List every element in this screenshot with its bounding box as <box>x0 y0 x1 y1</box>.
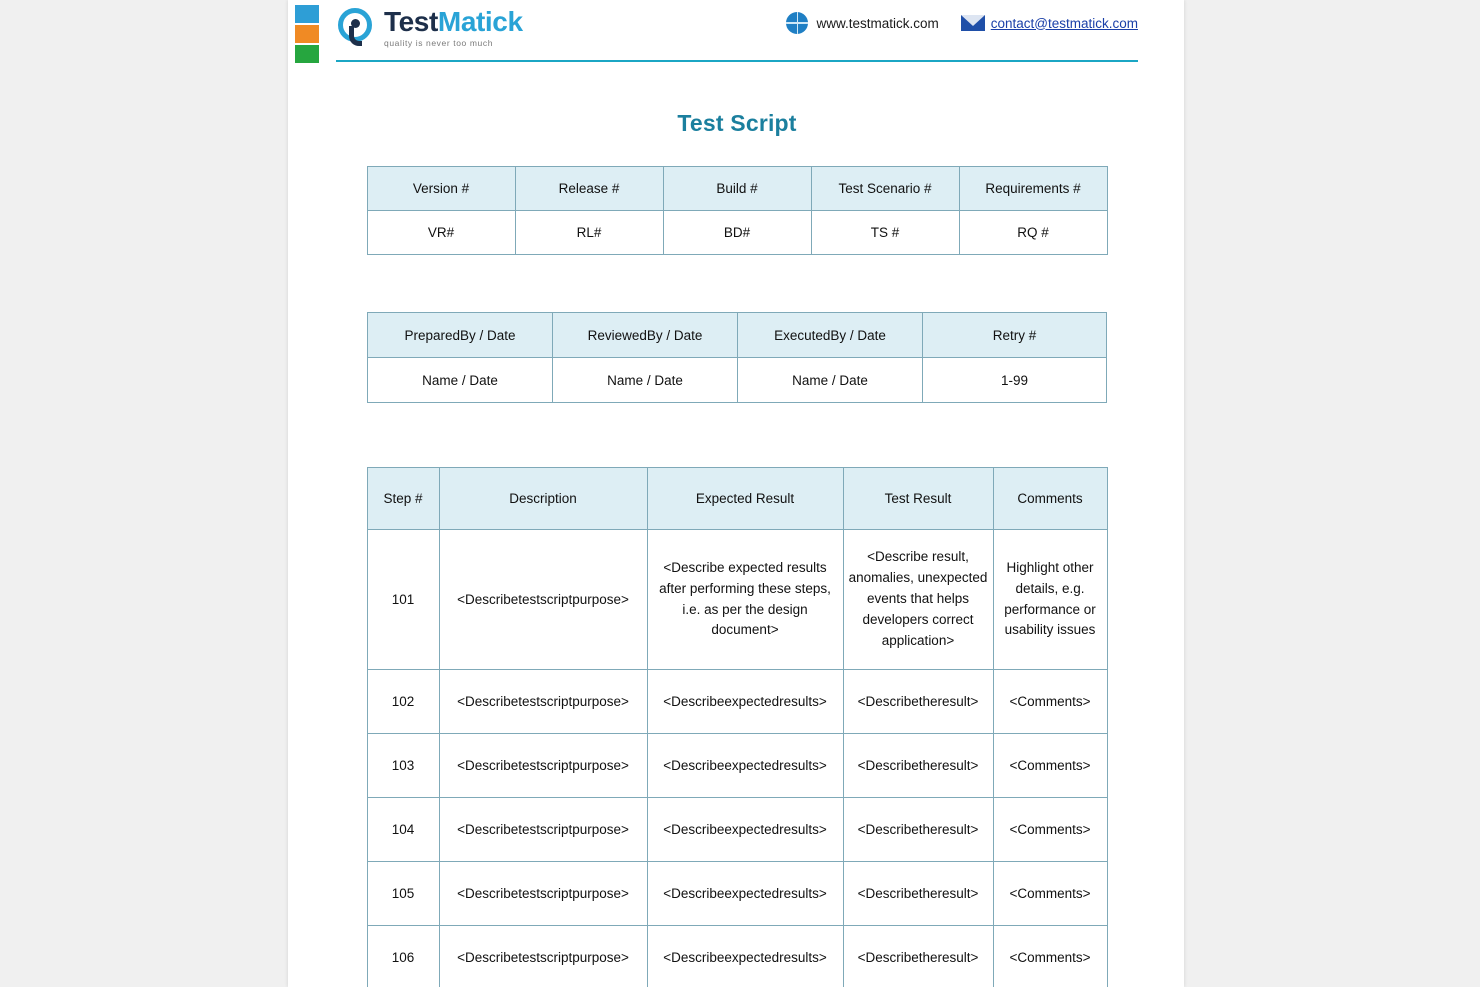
cell-description[interactable]: <Describetestscriptpurpose> <box>439 530 647 670</box>
cell-version-value[interactable]: VR# <box>367 211 515 255</box>
brand-tagline: quality is never too much <box>384 38 494 49</box>
table-row <box>367 670 1107 734</box>
color-squares-decoration <box>295 5 319 65</box>
table-row <box>367 211 1107 255</box>
cell-test-result[interactable]: <Describetheresult> <box>843 734 993 798</box>
cell-step[interactable]: 105 <box>367 862 439 926</box>
square-orange-icon <box>295 25 319 43</box>
square-blue-icon <box>295 5 319 23</box>
cell-release-value[interactable]: RL# <box>515 211 663 255</box>
cell-comments[interactable]: <Comments> <box>993 862 1107 926</box>
magnifier-icon <box>336 6 378 50</box>
table-row <box>368 358 1107 403</box>
cell-reviewed-by-value[interactable]: Name / Date <box>553 358 738 403</box>
column-header-test-scenario: Test Scenario # <box>811 167 959 211</box>
cell-step[interactable]: 104 <box>367 798 439 862</box>
identification-table <box>367 166 1108 255</box>
cell-executed-by-value[interactable]: Name / Date <box>738 358 923 403</box>
contact-email-link[interactable]: contact@testmatick.com <box>990 15 1138 31</box>
cell-comments[interactable]: <Comments> <box>993 798 1107 862</box>
table-header-row <box>368 313 1107 358</box>
table-row <box>367 530 1107 670</box>
column-header-release: Release # <box>515 167 663 211</box>
column-header-prepared-by: PreparedBy / Date <box>368 313 553 358</box>
table-row <box>367 926 1107 987</box>
cell-test-result[interactable]: <Describetheresult> <box>843 926 993 987</box>
cell-prepared-by-value[interactable]: Name / Date <box>368 358 553 403</box>
header-contact-info <box>786 12 1138 34</box>
cell-test-result[interactable]: <Describetheresult> <box>843 798 993 862</box>
cell-step[interactable]: 106 <box>367 926 439 987</box>
column-header-expected-result: Expected Result <box>647 468 843 530</box>
brand-name <box>384 8 523 36</box>
table-row <box>367 734 1107 798</box>
cell-expected-result[interactable]: <Describe expected results after performing these steps, i.e. as per the design document> <box>647 530 843 670</box>
cell-comments[interactable]: <Comments> <box>993 734 1107 798</box>
cell-build-value[interactable]: BD# <box>663 211 811 255</box>
test-steps-table <box>367 467 1108 987</box>
cell-description[interactable]: <Describetestscriptpurpose> <box>439 734 647 798</box>
cell-comments[interactable]: Highlight other details, e.g. performance or usability issues <box>993 530 1107 670</box>
cell-retry-value[interactable]: 1-99 <box>923 358 1107 403</box>
cell-description[interactable]: <Describetestscriptpurpose> <box>439 862 647 926</box>
cell-step[interactable]: 103 <box>367 734 439 798</box>
column-header-reviewed-by: ReviewedBy / Date <box>553 313 738 358</box>
cell-expected-result[interactable]: <Describeexpectedresults> <box>647 862 843 926</box>
cell-expected-result[interactable]: <Describeexpectedresults> <box>647 670 843 734</box>
globe-icon <box>786 12 808 34</box>
cell-test-scenario-value[interactable]: TS # <box>811 211 959 255</box>
column-header-test-result: Test Result <box>843 468 993 530</box>
cell-comments[interactable]: <Comments> <box>993 926 1107 987</box>
column-header-executed-by: ExecutedBy / Date <box>738 313 923 358</box>
cell-description[interactable]: <Describetestscriptpurpose> <box>439 798 647 862</box>
website-url: www.testmatick.com <box>816 15 939 31</box>
table-row <box>367 798 1107 862</box>
column-header-retry: Retry # <box>923 313 1107 358</box>
brand-name-second: Matick <box>437 6 523 38</box>
cell-step[interactable]: 102 <box>367 670 439 734</box>
column-header-step: Step # <box>367 468 439 530</box>
header-divider <box>336 60 1138 62</box>
table-row <box>367 862 1107 926</box>
column-header-build: Build # <box>663 167 811 211</box>
column-header-version: Version # <box>367 167 515 211</box>
cell-expected-result[interactable]: <Describeexpectedresults> <box>647 734 843 798</box>
document-page <box>288 0 1184 987</box>
cell-requirements-value[interactable]: RQ # <box>959 211 1107 255</box>
cell-step[interactable]: 101 <box>367 530 439 670</box>
document-header <box>288 0 1184 68</box>
cell-comments[interactable]: <Comments> <box>993 670 1107 734</box>
cell-test-result[interactable]: <Describetheresult> <box>843 670 993 734</box>
signoff-table <box>367 312 1107 403</box>
cell-expected-result[interactable]: <Describeexpectedresults> <box>647 798 843 862</box>
cell-test-result[interactable]: <Describe result, anomalies, unexpected events that helps developers correct application> <box>843 530 993 670</box>
testmatick-logo <box>336 6 523 50</box>
table-header-row <box>367 468 1107 530</box>
table-header-row <box>367 167 1107 211</box>
cell-description[interactable]: <Describetestscriptpurpose> <box>439 926 647 987</box>
brand-name-first: Test <box>384 6 438 38</box>
envelope-icon <box>961 15 985 31</box>
page-title: Test Script <box>677 110 797 136</box>
cell-description[interactable]: <Describetestscriptpurpose> <box>439 670 647 734</box>
column-header-requirements: Requirements # <box>959 167 1107 211</box>
column-header-description: Description <box>439 468 647 530</box>
cell-expected-result[interactable]: <Describeexpectedresults> <box>647 926 843 987</box>
document-body <box>288 110 1184 987</box>
cell-test-result[interactable]: <Describetheresult> <box>843 862 993 926</box>
square-green-icon <box>295 45 319 63</box>
column-header-comments: Comments <box>993 468 1107 530</box>
